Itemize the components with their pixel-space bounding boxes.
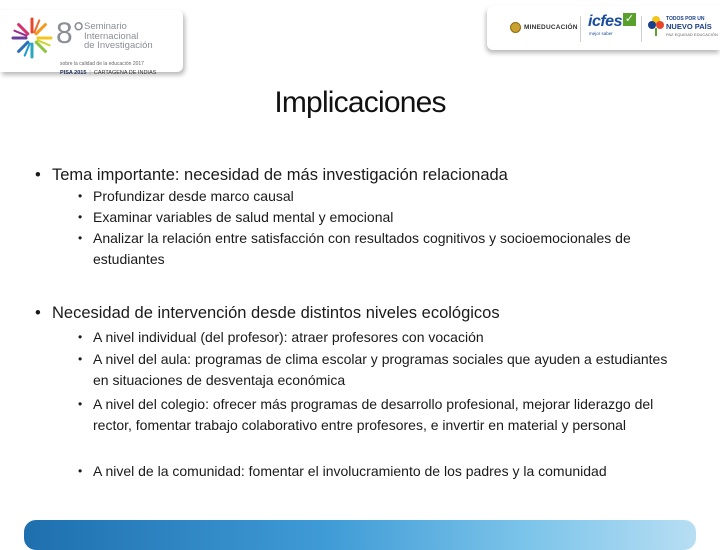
sub-bullet: • Examinar variables de salud mental y emocional — [93, 207, 683, 228]
pisa-label: PISA 2015 — [60, 70, 87, 76]
seminar-logo-card — [0, 10, 183, 76]
tpn-line1: TODOS POR UN — [666, 16, 705, 22]
seminar-title-line: de Investigación — [84, 40, 153, 51]
coat-of-arms-icon — [510, 22, 521, 33]
logo-divider — [641, 16, 642, 42]
seminar-subtitle: sobre la calidad de la educación 2017 — [60, 61, 144, 67]
sub-bullet: • Analizar la relación entre satisfacción con resultados cognitivos y socioemocionales de estudiantes — [93, 228, 683, 270]
slide-title: Implicaciones — [274, 86, 446, 119]
tpn-line3: PAZ EQUIDAD EDUCACIÓN — [666, 32, 718, 37]
sub-bullet: • A nivel del aula: programas de clima escolar y programas sociales que ayuden a estudiantes en situaciones de desventaja económica — [93, 349, 683, 391]
seminar-starburst-icon — [10, 16, 54, 60]
seminar-ordinal: 8° — [56, 17, 85, 50]
mineducacion-logo — [510, 22, 578, 33]
seminar-title-line: Internacional — [84, 30, 139, 42]
icfes-tagline: mejor saber — [589, 31, 613, 36]
seminar-title — [84, 22, 153, 51]
flower-icon — [648, 15, 664, 37]
sub-bullet: • A nivel de la comunidad: fomentar el involucramiento de los padres y la comunidad — [93, 461, 683, 482]
tpn-line2: NUEVO PAÍS — [666, 22, 712, 31]
seminar-pisa-row: PISA 2015 | CARTAGENA DE INDIAS — [60, 70, 157, 76]
icfes-logo — [588, 13, 636, 36]
sub-bullet: • Profundizar desde marco causal — [93, 186, 683, 207]
city-label: CARTAGENA DE INDIAS — [93, 70, 157, 76]
bullet-heading: • Tema importante: necesidad de más investigación relacionada — [52, 165, 508, 185]
mineducacion-label: MINEDUCACIÓN — [524, 24, 578, 31]
footer-bar — [24, 520, 696, 550]
check-icon: ✓ — [624, 13, 635, 25]
sub-bullet: • A nivel individual (del profesor): atraer profesores con vocación — [93, 327, 683, 348]
seminar-title-line: Seminario — [84, 21, 127, 32]
bullet-heading: • Necesidad de intervención desde distintos niveles ecológicos — [52, 303, 500, 323]
sub-bullet: • A nivel del colegio: ofrecer más programas de desarrollo profesional, mejorar liderazgo del rector, fomentar trabajo colaborativo entre profesores, e invertir en material y personal — [93, 394, 683, 436]
icfes-wordmark: icfes — [588, 13, 622, 30]
logo-divider — [580, 16, 581, 42]
